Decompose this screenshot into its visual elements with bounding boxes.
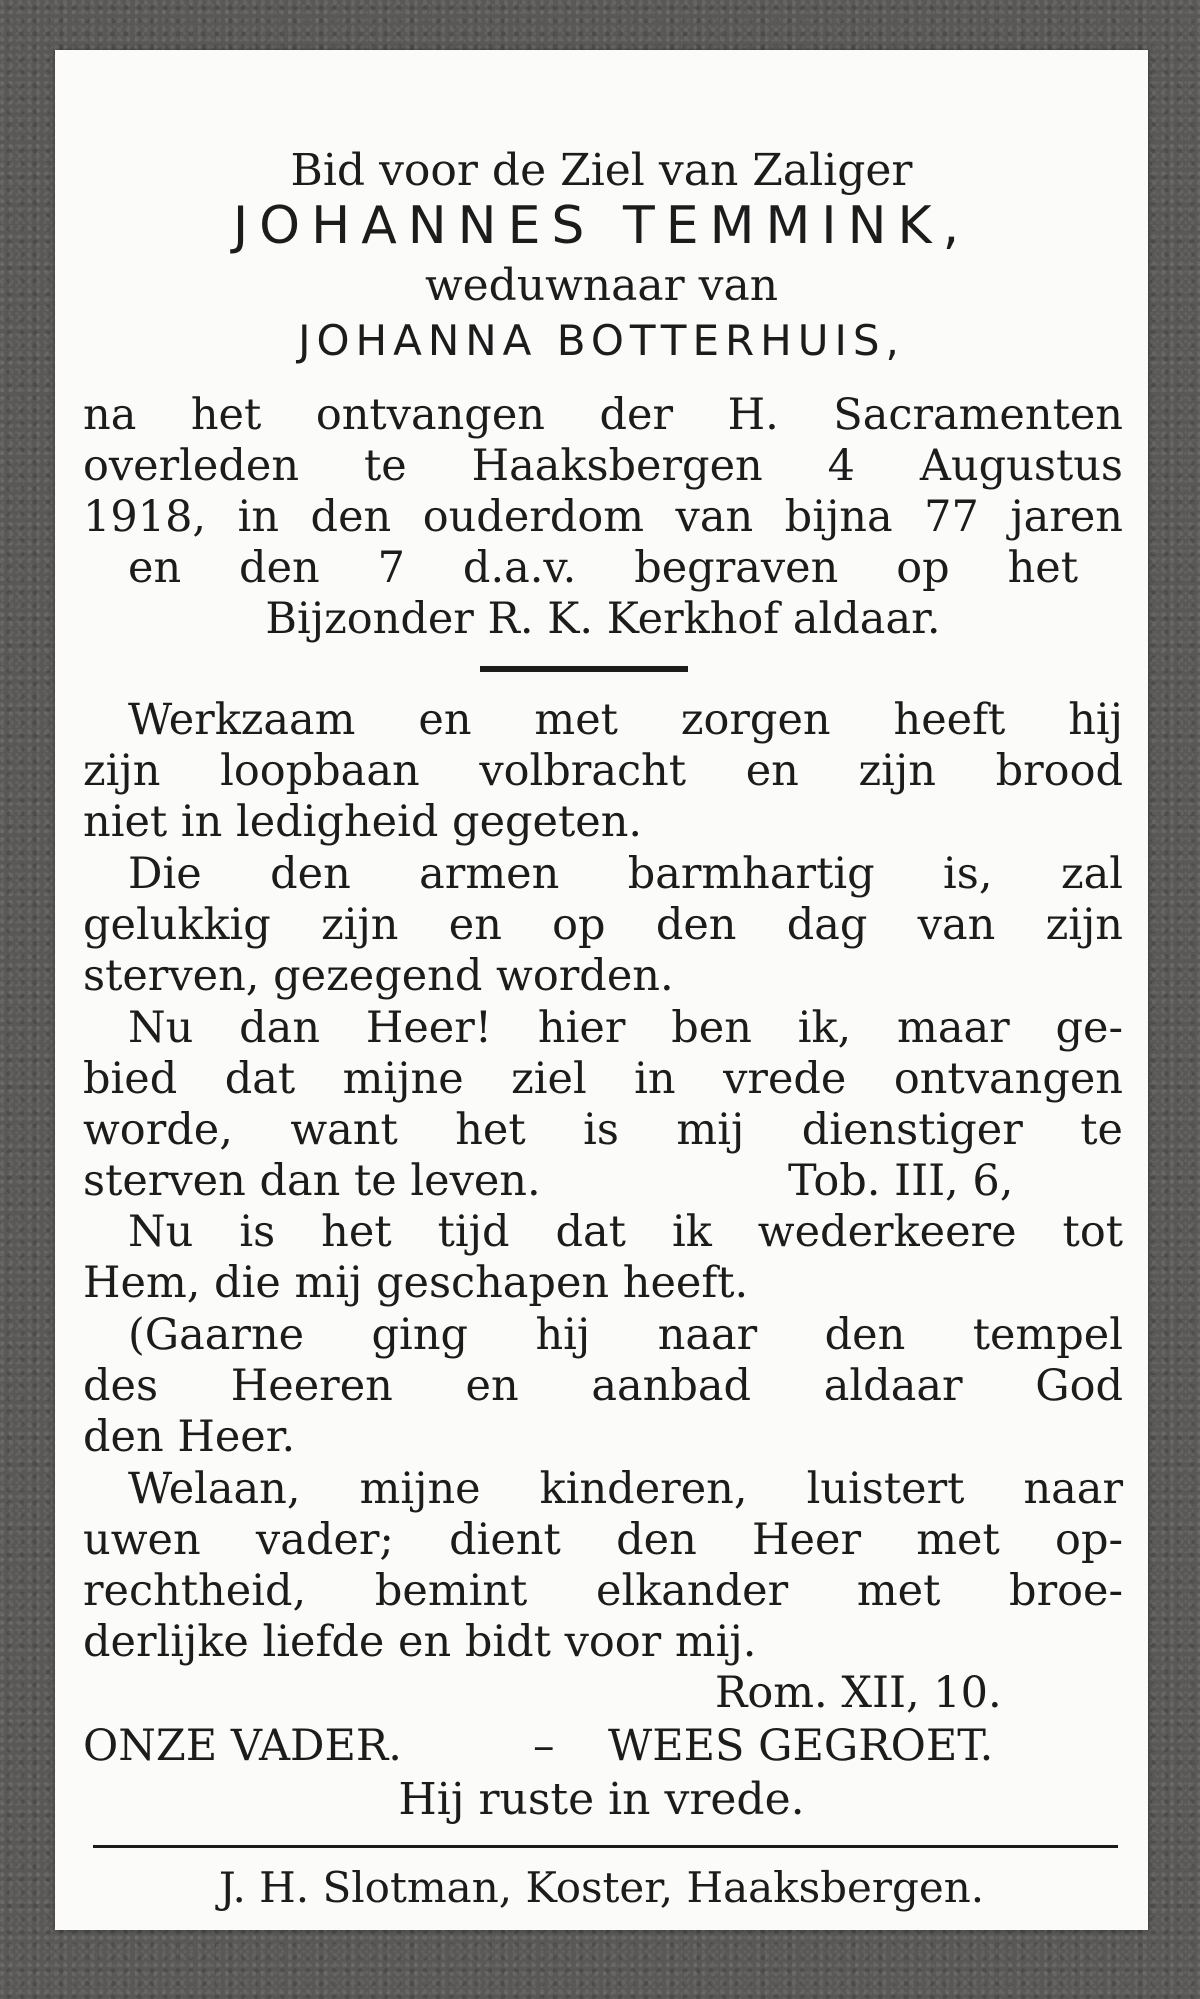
deceased-name: JOHANNES TEMMINK,: [232, 196, 971, 256]
verse-line-with-citation: [83, 1156, 1123, 1207]
death-notice-line: 1918, in den ouderdom van bijna 77 jaren: [83, 492, 1123, 542]
verse-line: Welaan, mijne kinderen, luistert naar: [128, 1464, 1123, 1514]
death-notice-line: Bijzonder R. K. Kerkhof aldaar.: [265, 594, 941, 644]
verse-line: niet in ledigheid gegeten.: [83, 797, 643, 847]
verse-paragraph-3: [83, 1003, 1123, 1207]
closing-prayers: [83, 1720, 1123, 1772]
printer-credit: J. H. Slotman, Koster, Haaksbergen.: [218, 1863, 985, 1912]
verse-line: (Gaarne ging hij naar den tempel: [128, 1310, 1123, 1360]
memorial-card: [55, 50, 1148, 1930]
spouse-name: JOHANNA BOTTERHUIS,: [298, 316, 905, 365]
prayer-our-father: ONZE VADER.: [83, 1721, 402, 1771]
verse-line: Werkzaam en met zorgen heeft hij: [128, 695, 1123, 745]
verse-paragraph-5: [83, 1310, 1123, 1463]
citation-romans: Rom. XII, 10.: [715, 1668, 1002, 1718]
verse-line: rechtheid, bemint elkander met broe-: [83, 1566, 1123, 1616]
verse-line: Nu is het tijd dat ik wederkeere tot: [128, 1207, 1123, 1257]
death-notice-line: en den 7 d.a.v. begraven op het: [128, 543, 1078, 593]
verse-paragraph-4: [83, 1207, 1123, 1309]
verse-line: den Heer.: [83, 1412, 296, 1462]
prayer-hail-mary: WEES GEGROET.: [608, 1721, 994, 1771]
prayer-dash: –: [533, 1721, 555, 1771]
verse-line: gelukkig zijn en op den dag van zijn: [83, 900, 1123, 950]
verse-line: zijn loopbaan volbracht en zijn brood: [83, 746, 1123, 796]
verse-line: sterven, gezegend worden.: [83, 951, 674, 1001]
verse-paragraph-6: [83, 1464, 1123, 1668]
footer-rule-top: [93, 1845, 1118, 1848]
verse-paragraph-1: [83, 695, 1123, 848]
verse-line: Nu dan Heer! hier ben ik, maar ge-: [128, 1003, 1123, 1053]
citation-tobit: Tob. III, 6,: [788, 1156, 1014, 1206]
verse-paragraph-2: [83, 849, 1123, 1002]
verse-line: Hem, die mij geschapen heeft.: [83, 1258, 749, 1308]
verse-line: derlijke liefde en bidt voor mij.: [83, 1617, 757, 1667]
verse-line: des Heeren en aanbad aldaar God: [83, 1361, 1123, 1411]
prayer-heading: Bid voor de Ziel van Zaliger: [290, 145, 913, 196]
widower-line: weduwnaar van: [424, 260, 779, 311]
death-notice-line: overleden te Haaksbergen 4 Augustus: [83, 441, 1123, 491]
verse-line: bied dat mijne ziel in vrede ontvangen: [83, 1054, 1123, 1104]
death-notice-line: na het ontvangen der H. Sacramenten: [83, 390, 1123, 440]
verse-line: sterven dan te leven.: [83, 1156, 541, 1206]
verse-line: uwen vader; dient den Heer met op-: [83, 1515, 1123, 1565]
rest-in-peace: Hij ruste in vrede.: [398, 1774, 805, 1825]
verse-line: Die den armen barmhartig is, zal: [128, 849, 1123, 899]
death-notice: [83, 390, 1123, 645]
section-divider: [480, 666, 688, 672]
verse-line: worde, want het is mij dienstiger te: [83, 1105, 1123, 1155]
